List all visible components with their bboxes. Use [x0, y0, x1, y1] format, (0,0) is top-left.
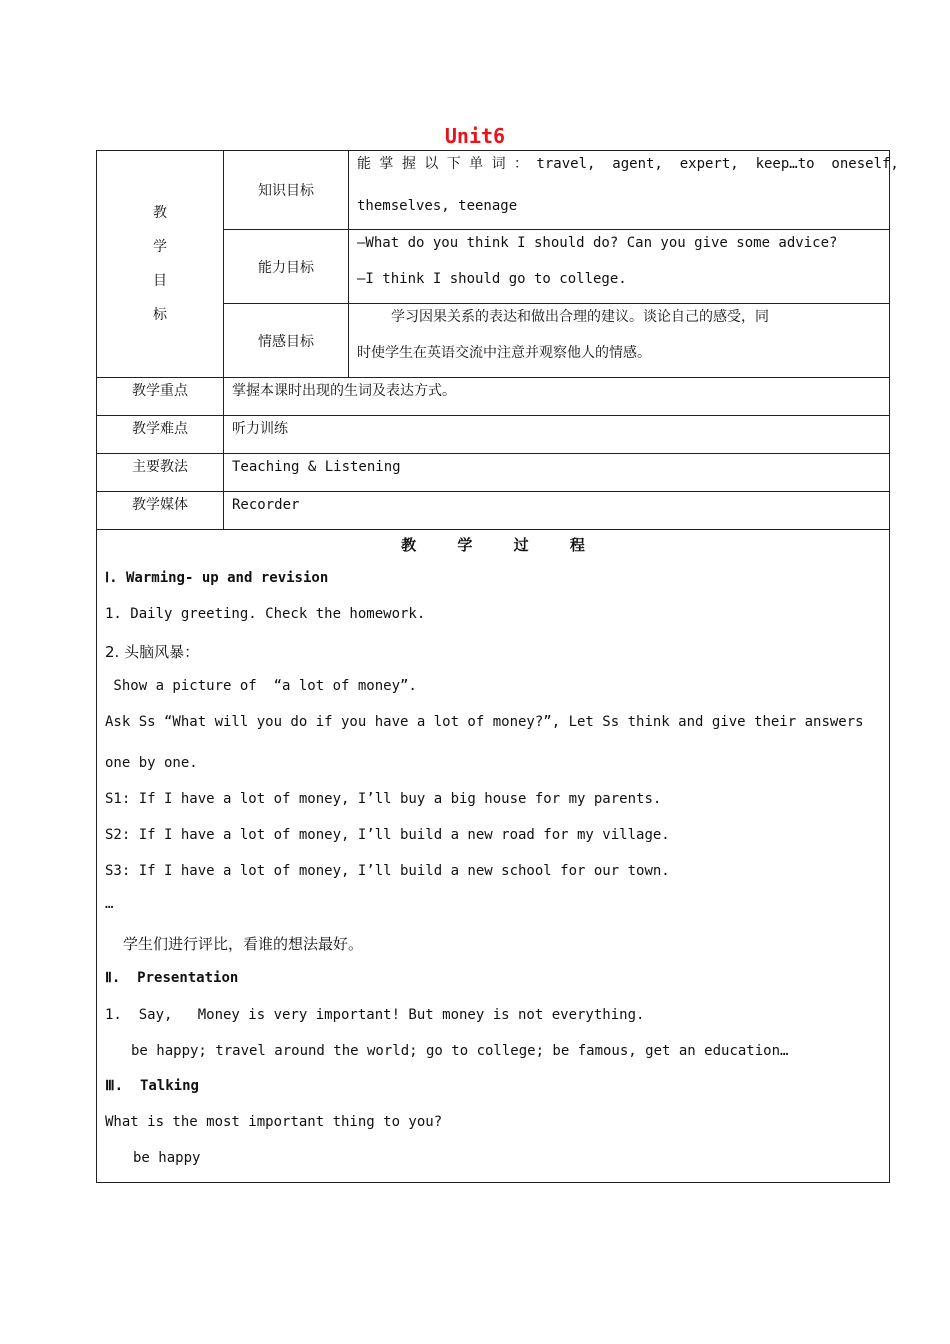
process-line: 2. 头脑风暴：: [105, 643, 200, 661]
process-line: 1. Say, Money is very important! But money is not everything.: [105, 1007, 645, 1023]
knowledge-label: 知识目标: [224, 151, 349, 230]
objectives-group-label: [97, 151, 224, 378]
key-point-label: 教学重点: [97, 378, 224, 416]
process-line: Show a picture of “a lot of money”.: [105, 678, 417, 694]
key-point-value: 掌握本课时出现的生词及表达方式。: [224, 378, 890, 416]
ability-line-1: —What do you think I should do? Can you give some advice?: [357, 235, 838, 251]
method-label: 主要教法: [97, 454, 224, 492]
knowledge-content: [349, 151, 899, 230]
lesson-plan-table: [96, 150, 899, 1183]
process-heading-char-2: 学: [457, 536, 473, 554]
process-heading-char-1: 教: [401, 536, 417, 554]
ability-label: 能力目标: [224, 230, 349, 304]
process-line: be happy; travel around the world; go to college; be famous, get an education…: [131, 1043, 789, 1059]
section-warming-up: Ⅰ. Warming- up and revision: [105, 570, 329, 586]
difficulty-value: 听力训练: [224, 416, 890, 454]
process-heading-char-4: 程: [569, 536, 585, 554]
emotion-line-1: 学习因果关系的表达和做出合理的建议。谈论自己的感受，同: [391, 309, 769, 325]
section-talking: Ⅲ. Talking: [105, 1078, 199, 1094]
process-line: one by one.: [105, 755, 198, 771]
section-presentation: Ⅱ. Presentation: [105, 970, 239, 986]
media-label: 教学媒体: [97, 492, 224, 530]
process-line: S1: If I have a lot of money, I’ll buy a big house for my parents.: [105, 791, 662, 807]
process-line: 1. Daily greeting. Check the homework.: [105, 606, 426, 622]
objectives-char-1: 教: [153, 205, 167, 221]
difficulty-label: 教学难点: [97, 416, 224, 454]
objectives-char-4: 标: [153, 307, 167, 323]
page-title: Unit6: [444, 124, 506, 148]
emotion-label: 情感目标: [224, 304, 349, 378]
emotion-line-2: 时使学生在英语交流中注意并观察他人的情感。: [357, 345, 651, 361]
process-heading-char-3: 过: [513, 536, 529, 554]
process-line: Ask Ss “What will you do if you have a lot of money?”, Let Ss think and give their answers: [105, 714, 864, 730]
ability-content: [349, 230, 890, 304]
process-line: 学生们进行评比，看谁的想法最好。: [123, 935, 364, 953]
knowledge-line-1: 能 掌 握 以 下 单 词 ： travel, agent, expert, keep…to oneself,: [357, 156, 899, 172]
process-line: …: [105, 896, 114, 912]
knowledge-line-2: themselves, teenage: [357, 198, 518, 214]
process-line: be happy: [133, 1150, 201, 1166]
teaching-process-cell: [97, 530, 890, 1183]
media-value: Recorder: [224, 492, 890, 530]
emotion-content: [349, 304, 890, 378]
process-heading: [97, 534, 889, 555]
process-line: What is the most important thing to you?: [105, 1114, 443, 1130]
process-line: S2: If I have a lot of money, I’ll build a new road for my village.: [105, 827, 670, 843]
objectives-char-3: 目: [153, 273, 167, 289]
process-line: S3: If I have a lot of money, I’ll build a new school for our town.: [105, 863, 670, 879]
ability-line-2: —I think I should go to college.: [357, 271, 627, 287]
objectives-char-2: 学: [153, 239, 167, 255]
method-value: Teaching & Listening: [224, 454, 890, 492]
